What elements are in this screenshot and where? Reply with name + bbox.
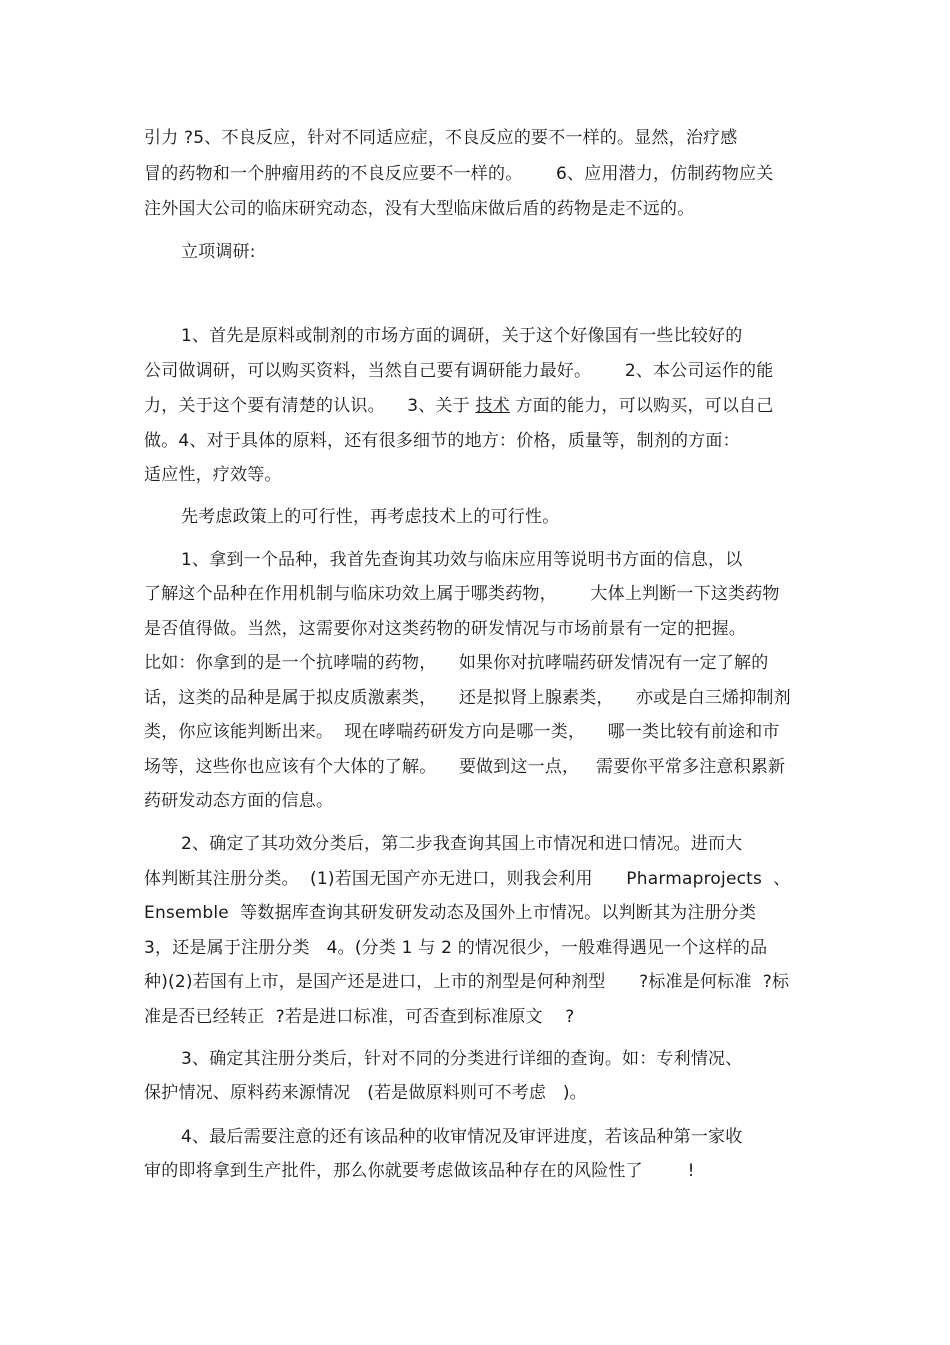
text-segment: 方面的能力，可以购买，可以自己 [509, 396, 774, 416]
text-line: 3，还是属于注册分类 4。(分类 1 与 2 的情况很少，一般难得遇见一个这样的品 [144, 938, 768, 958]
text-line: 4、最后需要注意的还有该品种的收审情况及审评进度，若该品种第一家收 [181, 1127, 743, 1147]
text-line: 冒的药物和一个肿瘤用药的不良反应要不一样的。 6、应用潜力，仿制药物应关 [144, 164, 774, 184]
text-line: 审的即将拿到生产批件，那么你就要考虑做该品种存在的风险性了 ! [144, 1161, 695, 1181]
text-line: 是否值得做。当然，这需要你对这类药物的研发情况与市场前景有一定的把握。 [144, 619, 746, 639]
text-line: 保护情况、原料药来源情况 (若是做原料则可不考虑 )。 [144, 1083, 587, 1103]
text-line: 注外国大公司的临床研究动态，没有大型临床做后盾的药物是走不远的。 [144, 199, 695, 219]
text-line: Ensemble 等数据库查询其研发研发动态及国外上市情况。以判断其为注册分类 [144, 903, 757, 923]
text-line: 体判断其注册分类。 (1)若国无国产亦无进口，则我会利用 Pharmaprojects 、 [144, 869, 791, 889]
text-line: 药研发动态方面的信息。 [144, 791, 334, 811]
text-line: 做。4、对于具体的原料，还有很多细节的地方：价格，质量等，制剂的方面： [144, 431, 740, 451]
text-line: 1、首先是原料或制剂的市场方面的调研，关于这个好像国有一些比较好的 [181, 326, 743, 346]
text-line: 了解这个品种在作用机制与临床功效上属于哪类药物， 大体上判断一下这类药物 [144, 584, 780, 604]
text-line: 准是否已经转正 ?若是进口标准，可否查到标准原文 ? [144, 1007, 575, 1027]
text-line: 3、确定其注册分类后，针对不同的分类进行详细的查询。如：专利情况、 [181, 1049, 743, 1069]
text-line: 类，你应该能判断出来。 现在哮喘药研发方向是哪一类， 哪一类比较有前途和市 [144, 722, 780, 742]
text-line: 先考虑政策上的可行性，再考虑技术上的可行性。 [181, 507, 560, 527]
text-line: 话，这类的品种是属于拟皮质激素类， 还是拟肾上腺素类， 亦或是白三烯抑制剂 [144, 688, 791, 708]
text-line: 2、确定了其功效分类后，第二步我查询其国上市情况和进口情况。进而大 [181, 834, 743, 854]
text-line: 种)(2)若国有上市，是国产还是进口，上市的剂型是何种剂型 ?标准是何标准 ?标 [144, 972, 790, 992]
section-heading: 立项调研: [181, 242, 256, 262]
text-line: 比如：你拿到的是一个抗哮喘的药物， 如果你对抗哮喘药研发情况有一定了解的 [144, 653, 769, 673]
text-line: 1、拿到一个品种，我首先查询其功效与临床应用等说明书方面的信息，以 [181, 550, 743, 570]
text-line [144, 395, 773, 417]
text-line: 公司做调研，可以购买资料，当然自己要有调研能力最好。 2、本公司运作的能 [144, 361, 774, 381]
text-line: 场等，这些你也应该有个大体的了解。 要做到这一点， 需要你平常多注意积累新 [144, 757, 786, 777]
text-line: 适应性，疗效等。 [144, 465, 282, 485]
text-line: 引力 ?5、不良反应，针对不同适应症，不良反应的要不一样的。显然，治疗感 [144, 128, 738, 148]
text-segment: 力，关于这个要有清楚的认识。 3、关于 [144, 396, 476, 416]
underlined-term: 技术 [475, 396, 510, 416]
